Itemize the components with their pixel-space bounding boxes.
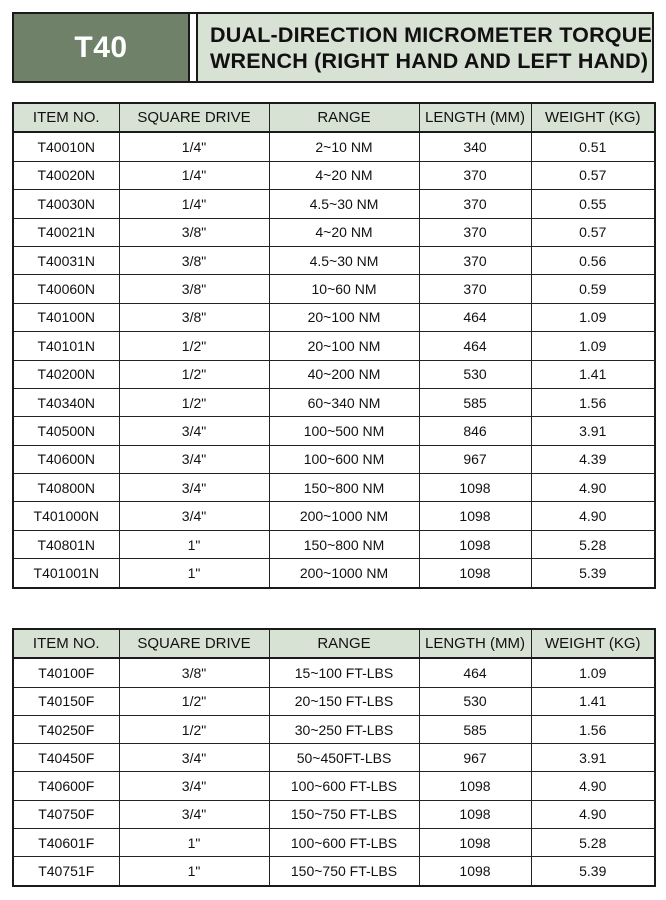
length-cell: 530 [419, 687, 531, 715]
range-cell: 150~750 FT-LBS [269, 800, 419, 828]
item-no-cell: T40801N [13, 530, 119, 558]
square-drive-cell: 3/4" [119, 502, 269, 530]
column-header-item-no: ITEM NO. [13, 103, 119, 132]
length-cell: 1098 [419, 530, 531, 558]
series-code: T40 [14, 14, 190, 81]
item-no-cell: T40020N [13, 161, 119, 189]
range-cell: 20~150 FT-LBS [269, 687, 419, 715]
column-header-range: RANGE [269, 103, 419, 132]
length-cell: 464 [419, 303, 531, 331]
length-cell: 1098 [419, 474, 531, 502]
length-cell: 967 [419, 744, 531, 772]
range-cell: 15~100 FT-LBS [269, 658, 419, 687]
item-no-cell: T40450F [13, 744, 119, 772]
column-header-square-drive: SQUARE DRIVE [119, 103, 269, 132]
length-cell: 1098 [419, 800, 531, 828]
table-row [13, 715, 655, 743]
table-row [13, 246, 655, 274]
length-cell: 1098 [419, 829, 531, 857]
square-drive-cell: 1" [119, 559, 269, 588]
item-no-cell: T40250F [13, 715, 119, 743]
table-row [13, 502, 655, 530]
range-cell: 100~500 NM [269, 417, 419, 445]
item-no-cell: T40600F [13, 772, 119, 800]
square-drive-cell: 3/4" [119, 417, 269, 445]
range-cell: 4.5~30 NM [269, 190, 419, 218]
length-cell: 370 [419, 246, 531, 274]
length-cell: 464 [419, 332, 531, 360]
item-no-cell: T401000N [13, 502, 119, 530]
length-cell: 370 [419, 275, 531, 303]
table-row [13, 687, 655, 715]
item-no-cell: T40010N [13, 132, 119, 161]
length-cell: 1098 [419, 772, 531, 800]
range-cell: 4.5~30 NM [269, 246, 419, 274]
length-cell: 464 [419, 658, 531, 687]
column-header-square-drive: SQUARE DRIVE [119, 629, 269, 658]
table-row [13, 772, 655, 800]
table-row [13, 474, 655, 502]
length-cell: 370 [419, 218, 531, 246]
title-line-2: WRENCH (RIGHT HAND AND LEFT HAND) [210, 49, 649, 73]
page-title [196, 14, 652, 81]
range-cell: 60~340 NM [269, 388, 419, 416]
weight-cell: 1.56 [531, 388, 655, 416]
weight-cell: 0.57 [531, 218, 655, 246]
range-cell: 100~600 NM [269, 445, 419, 473]
table-header-row [13, 629, 655, 658]
square-drive-cell: 1/2" [119, 715, 269, 743]
item-no-cell: T40100F [13, 658, 119, 687]
weight-cell: 4.90 [531, 474, 655, 502]
square-drive-cell: 1/4" [119, 161, 269, 189]
table-row [13, 800, 655, 828]
square-drive-cell: 3/4" [119, 474, 269, 502]
table-row [13, 857, 655, 886]
weight-cell: 1.09 [531, 658, 655, 687]
item-no-cell: T40100N [13, 303, 119, 331]
range-cell: 4~20 NM [269, 161, 419, 189]
item-no-cell: T40601F [13, 829, 119, 857]
square-drive-cell: 1" [119, 530, 269, 558]
weight-cell: 0.59 [531, 275, 655, 303]
square-drive-cell: 1/4" [119, 132, 269, 161]
weight-cell: 0.57 [531, 161, 655, 189]
item-no-cell: T40340N [13, 388, 119, 416]
item-no-cell: T40030N [13, 190, 119, 218]
weight-cell: 1.41 [531, 687, 655, 715]
table-row [13, 303, 655, 331]
nm-spec-table [12, 102, 656, 589]
length-cell: 585 [419, 715, 531, 743]
column-header-weight: WEIGHT (KG) [531, 629, 655, 658]
weight-cell: 1.09 [531, 303, 655, 331]
range-cell: 150~800 NM [269, 474, 419, 502]
weight-cell: 5.28 [531, 829, 655, 857]
length-cell: 585 [419, 388, 531, 416]
ftlbs-spec-table [12, 628, 656, 887]
square-drive-cell: 1" [119, 829, 269, 857]
item-no-cell: T40031N [13, 246, 119, 274]
item-no-cell: T40750F [13, 800, 119, 828]
square-drive-cell: 3/4" [119, 744, 269, 772]
length-cell: 370 [419, 190, 531, 218]
table-row [13, 132, 655, 161]
range-cell: 200~1000 NM [269, 502, 419, 530]
length-cell: 967 [419, 445, 531, 473]
range-cell: 10~60 NM [269, 275, 419, 303]
length-cell: 1098 [419, 502, 531, 530]
item-no-cell: T40021N [13, 218, 119, 246]
range-cell: 150~750 FT-LBS [269, 857, 419, 886]
range-cell: 2~10 NM [269, 132, 419, 161]
page-header [12, 12, 654, 83]
square-drive-cell: 3/8" [119, 218, 269, 246]
square-drive-cell: 1/2" [119, 332, 269, 360]
square-drive-cell: 3/8" [119, 658, 269, 687]
weight-cell: 1.41 [531, 360, 655, 388]
table-row [13, 829, 655, 857]
weight-cell: 4.90 [531, 800, 655, 828]
weight-cell: 4.90 [531, 502, 655, 530]
table-row [13, 275, 655, 303]
range-cell: 20~100 NM [269, 303, 419, 331]
item-no-cell: T40800N [13, 474, 119, 502]
item-no-cell: T401001N [13, 559, 119, 588]
weight-cell: 3.91 [531, 744, 655, 772]
item-no-cell: T40101N [13, 332, 119, 360]
column-header-weight: WEIGHT (KG) [531, 103, 655, 132]
square-drive-cell: 1/2" [119, 360, 269, 388]
square-drive-cell: 1/4" [119, 190, 269, 218]
square-drive-cell: 3/8" [119, 303, 269, 331]
table-row [13, 218, 655, 246]
length-cell: 530 [419, 360, 531, 388]
length-cell: 1098 [419, 559, 531, 588]
range-cell: 100~600 FT-LBS [269, 772, 419, 800]
table-row [13, 744, 655, 772]
table-row [13, 360, 655, 388]
title-line-1: DUAL-DIRECTION MICROMETER TORQUE [210, 23, 652, 47]
column-header-length: LENGTH (MM) [419, 103, 531, 132]
range-cell: 100~600 FT-LBS [269, 829, 419, 857]
weight-cell: 3.91 [531, 417, 655, 445]
length-cell: 1098 [419, 857, 531, 886]
square-drive-cell: 3/4" [119, 772, 269, 800]
square-drive-cell: 1/2" [119, 687, 269, 715]
item-no-cell: T40600N [13, 445, 119, 473]
weight-cell: 0.56 [531, 246, 655, 274]
range-cell: 200~1000 NM [269, 559, 419, 588]
table-row [13, 445, 655, 473]
weight-cell: 5.28 [531, 530, 655, 558]
column-header-length: LENGTH (MM) [419, 629, 531, 658]
square-drive-cell: 1/2" [119, 388, 269, 416]
range-cell: 50~450FT-LBS [269, 744, 419, 772]
weight-cell: 4.90 [531, 772, 655, 800]
weight-cell: 5.39 [531, 857, 655, 886]
weight-cell: 4.39 [531, 445, 655, 473]
weight-cell: 0.51 [531, 132, 655, 161]
weight-cell: 5.39 [531, 559, 655, 588]
table-row [13, 417, 655, 445]
length-cell: 370 [419, 161, 531, 189]
item-no-cell: T40150F [13, 687, 119, 715]
table-row [13, 658, 655, 687]
table-header-row [13, 103, 655, 132]
square-drive-cell: 3/8" [119, 246, 269, 274]
length-cell: 340 [419, 132, 531, 161]
weight-cell: 1.56 [531, 715, 655, 743]
range-cell: 40~200 NM [269, 360, 419, 388]
table-row [13, 332, 655, 360]
square-drive-cell: 1" [119, 857, 269, 886]
range-cell: 4~20 NM [269, 218, 419, 246]
item-no-cell: T40751F [13, 857, 119, 886]
weight-cell: 0.55 [531, 190, 655, 218]
range-cell: 20~100 NM [269, 332, 419, 360]
item-no-cell: T40200N [13, 360, 119, 388]
range-cell: 150~800 NM [269, 530, 419, 558]
item-no-cell: T40500N [13, 417, 119, 445]
length-cell: 846 [419, 417, 531, 445]
item-no-cell: T40060N [13, 275, 119, 303]
column-header-range: RANGE [269, 629, 419, 658]
table-row [13, 530, 655, 558]
range-cell: 30~250 FT-LBS [269, 715, 419, 743]
column-header-item-no: ITEM NO. [13, 629, 119, 658]
table-row [13, 388, 655, 416]
square-drive-cell: 3/4" [119, 800, 269, 828]
table-row [13, 190, 655, 218]
table-row [13, 161, 655, 189]
square-drive-cell: 3/4" [119, 445, 269, 473]
square-drive-cell: 3/8" [119, 275, 269, 303]
weight-cell: 1.09 [531, 332, 655, 360]
table-row [13, 559, 655, 588]
